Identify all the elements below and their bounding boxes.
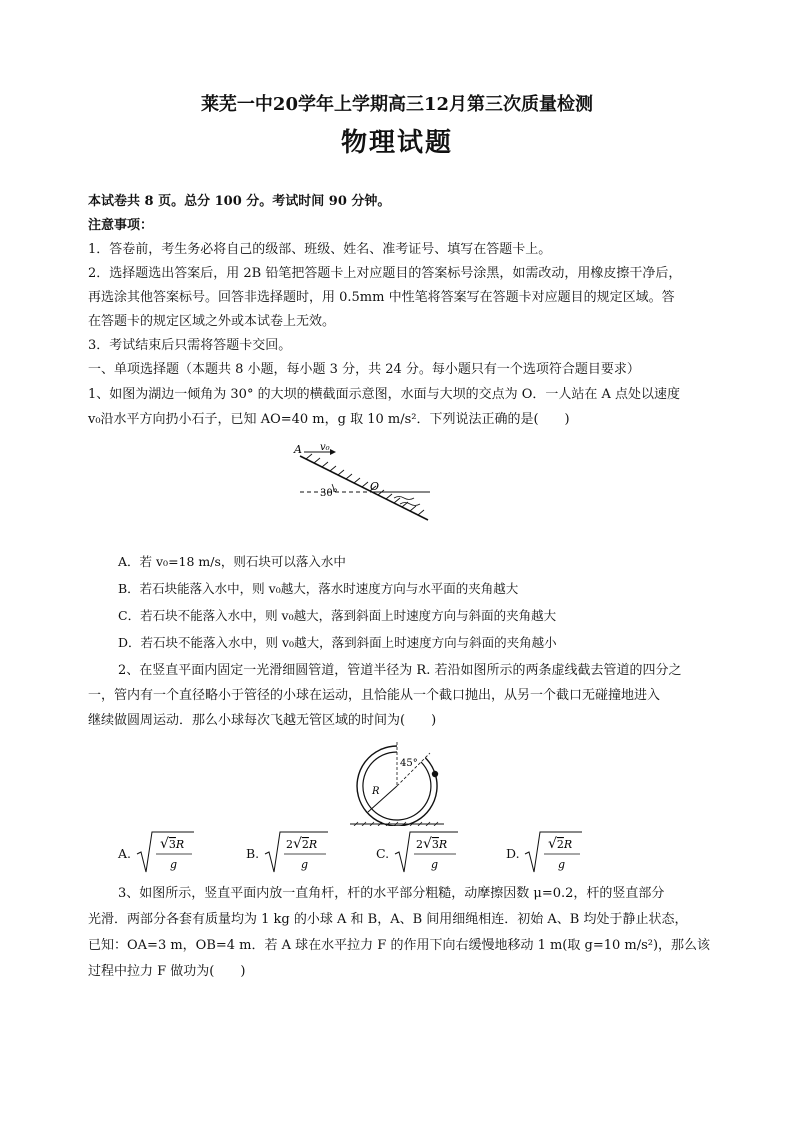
notice-item: 1．答卷前，考生务必将自己的级部、班级、姓名、准考证号、填写在答题卡上。 [88, 242, 552, 257]
svg-text:2√2R: 2√2R [286, 836, 318, 852]
notice-item: 再选涂其他答案标号。回答非选择题时，用 0.5mm 中性笔将答案写在答题卡对应题目的规定区域。答 [88, 290, 675, 305]
notice-item: 2．选择题选出答案后，用 2B 铅笔把答题卡上对应题目的答案标号涂黑，如需改动，用橡皮擦干净后， [88, 266, 682, 281]
point-o-label: O [370, 480, 380, 493]
question-2-text: 2、在竖直平面内固定一光滑细圆管道，管道半径为 R. 若沿如图所示的两条虚线截去管道的四分之 [118, 663, 682, 678]
angle-label: 45° [400, 758, 418, 769]
question-3-text: 已知：OA=3 m，OB=4 m．若 A 球在水平拉力 F 的作用下向右缓慢地移动 1 m(取 g=10 m/s²)，那么该 [88, 938, 711, 953]
circular-tube-diagram [342, 738, 452, 826]
subject-title: 物理试题 [340, 128, 453, 158]
section-heading: 一、单项选择题（本题共 8 小题，每小题 3 分，共 24 分。每小题只有一个选项符合题目要求） [88, 362, 640, 377]
exam-title: 莱芜一中20学年上学期高三12月第三次质量检测 [200, 94, 594, 115]
question-1-text: 1、如图为湖边一倾角为 30° 的大坝的横截面示意图，水面与大坝的交点为 O．一人站在 A 点处以速度 [88, 387, 681, 402]
angle-label: 30° [320, 488, 338, 499]
svg-text:g: g [301, 858, 309, 871]
point-a-label: A [294, 443, 302, 456]
option-label: A. [118, 846, 132, 861]
question-2-text: 继续做圆周运动．那么小球每次飞越无管区域的时间为( ) [88, 713, 437, 728]
question-3-text: 光滑．两部分各套有质量均为 1 kg 的小球 A 和 B，A、B 间用细绳相连．初始 A、B 均处于静止状态， [88, 912, 688, 927]
notice-item: 在答题卡的规定区域之外或本试卷上无效。 [88, 314, 336, 329]
question-1-text: v₀沿水平方向扔小石子，已知 AO=40 m，g 取 10 m/s²．下列说法正确的是( ) [88, 412, 570, 427]
exam-summary: 本试卷共 8 页。总分 100 分。考试时间 90 分钟。 [88, 194, 391, 209]
option-label: C. [376, 846, 390, 861]
notice-item: 3．考试结束后只需将答题卡交回。 [88, 338, 292, 353]
svg-text:g: g [170, 858, 178, 871]
question-3-text: 过程中拉力 F 做功为( ) [88, 964, 246, 979]
option-c: C．若石块不能落入水中，则 v₀越大，落到斜面上时速度方向与斜面的夹角越大 [118, 608, 557, 623]
option-label: B. [246, 846, 260, 861]
radius-label: R [372, 786, 380, 797]
svg-text:2√3R: 2√3R [416, 836, 448, 852]
svg-text:g: g [558, 858, 566, 871]
dam-slope-diagram [290, 442, 440, 530]
notice-heading: 注意事项： [88, 218, 154, 233]
svg-text:g: g [431, 858, 439, 871]
option-a: A．若 v₀=18 m/s，则石块可以落入水中 [118, 554, 346, 569]
svg-text:√2R: √2R [548, 836, 573, 852]
option-label: D. [506, 846, 520, 861]
question-2-text: 一，管内有一个直径略小于管径的小球在运动，且恰能从一个截口抛出，从另一个截口无碰撞地进入 [88, 688, 661, 703]
option-d: D．若石块不能落入水中，则 v₀越大，落到斜面上时速度方向与斜面的夹角越小 [118, 635, 557, 650]
option-b: B．若石块能落入水中，则 v₀越大，落水时速度方向与水平面的夹角越大 [118, 581, 519, 596]
svg-text:√3R: √3R [160, 836, 185, 852]
question-3-text: 3、如图所示，竖直平面内放一直角杆，杆的水平部分粗糙，动摩擦因数 μ=0.2，杆的竖直部分 [118, 886, 665, 901]
velocity-label: v₀ [320, 442, 330, 453]
